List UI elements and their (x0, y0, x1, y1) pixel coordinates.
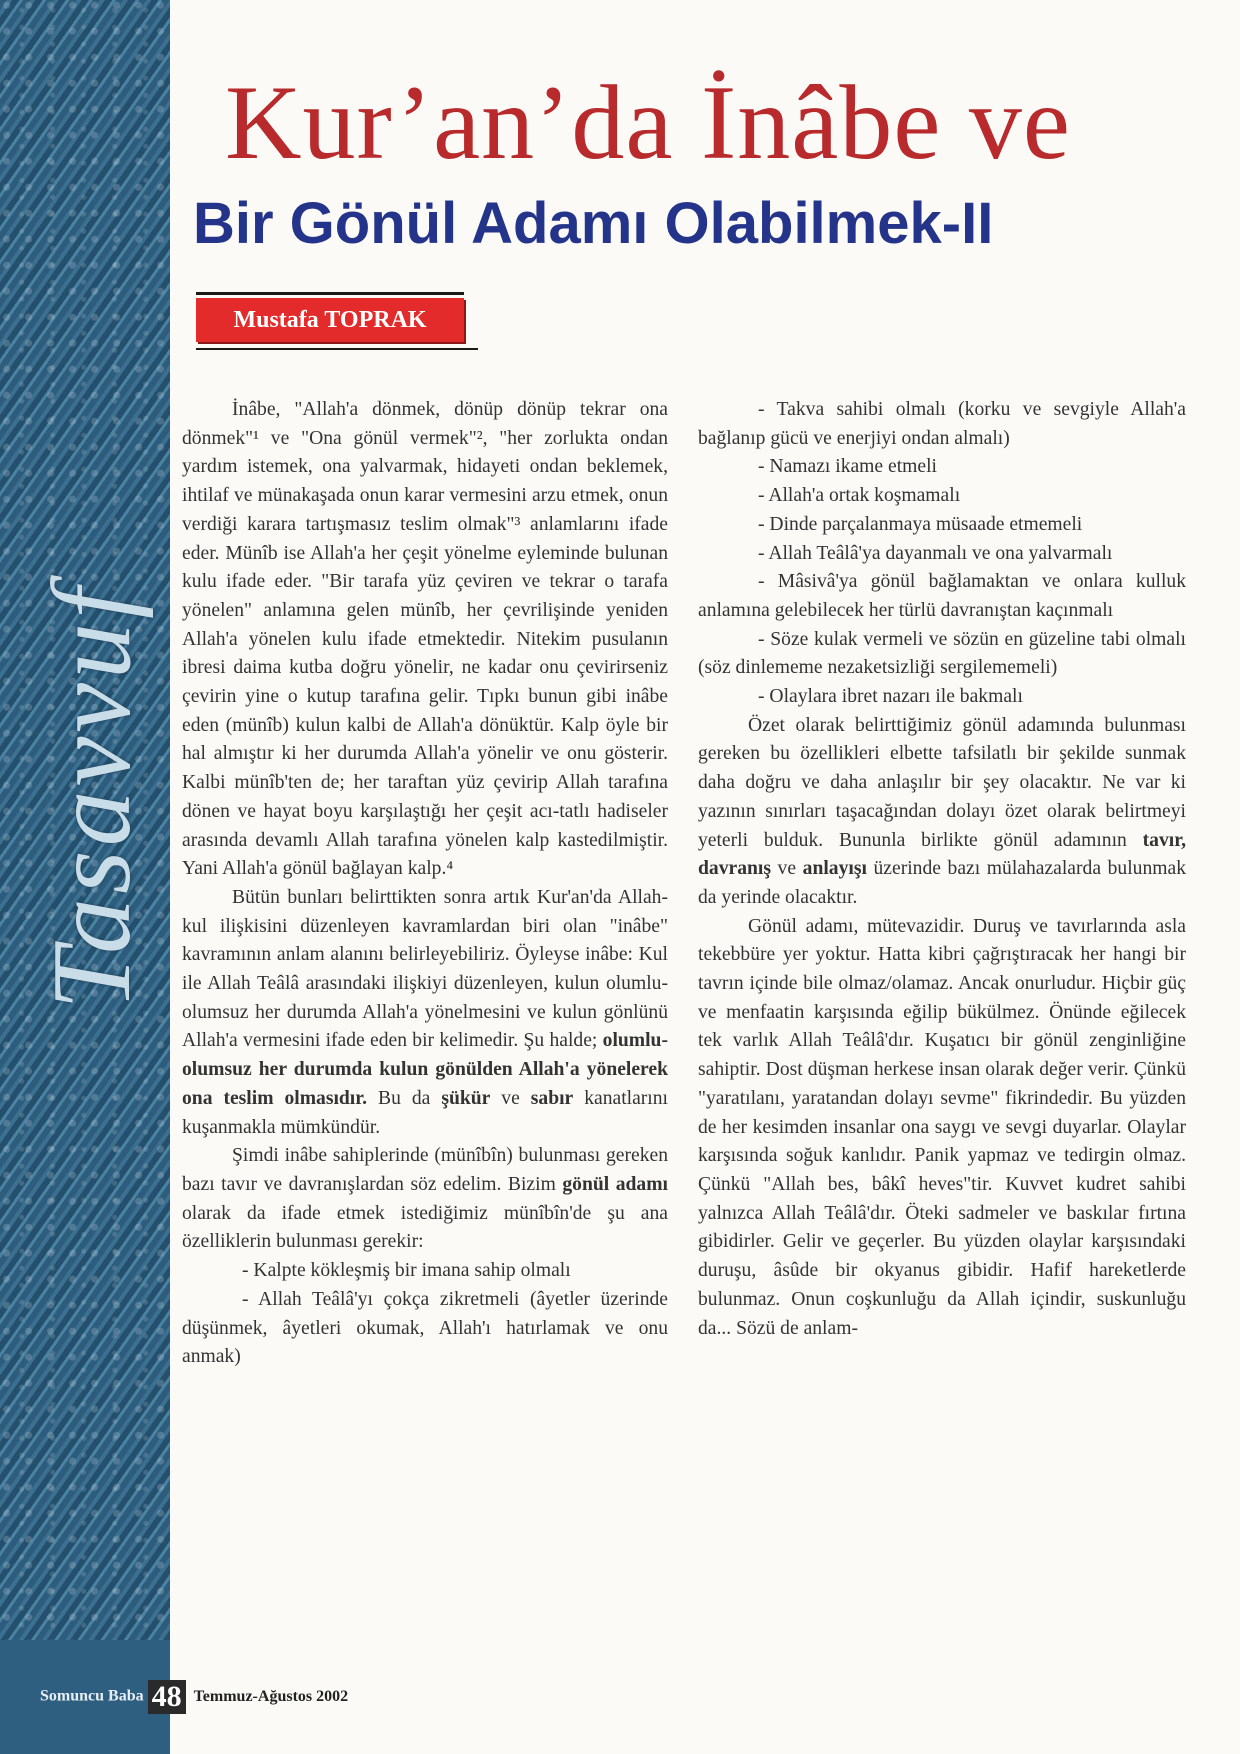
text-column-right (698, 396, 1186, 1343)
list-item: - Takva sahibi olmalı (korku ve sevgiyle Allah'a bağlanıp gücü ve enerjiyi ondan almalı) (698, 399, 1186, 449)
paragraph: Bütün bunları belirttikten sonra artık Kur'an'da Allah-kul ilişkisini düzenleyen kavramlardan biri olan "inâbe" kavramının anlam alanını belirleyebiliriz. Öyleyse inâbe: Kul ile Allah Teâlâ arasındaki ilişkiyi düzenleyen, kulun olumlu-olumsuz her durumda Allah'a yönelmesini ve kulun gönlünü Allah'a vermesini ifade eden bir kelimedir. Şu halde; olumlu-olumsuz her durumda kulun gönülden Allah'a yönelerek ona teslim olmasıdır. Bu da şükür ve sabır kanatlarını kuşanmakla mümkündür. (182, 886, 668, 1138)
bold-phrase: tavır, davranış (698, 829, 1186, 880)
page-footer (40, 1680, 348, 1714)
bold-word: şükür (441, 1087, 491, 1109)
list-item: - Allah'a ortak koşmamalı (758, 485, 961, 507)
bold-word: sabır (530, 1087, 574, 1109)
author-name: Mustafa TOPRAK (196, 298, 464, 342)
author-rule-bottom (196, 348, 478, 350)
paragraph: Şimdi inâbe sahiplerinde (münîbîn) bulunması gereken bazı tavır ve davranışlardan söz edelim. Bizim gönül adamı olarak da ifade etmek istediğimiz münîbîn'de şu ana özelliklerin bulunması gerekir: (182, 1145, 668, 1253)
list-item: - Söze kulak vermeli ve sözün en güzeline tabi olmalı (söz dinlememe nezaketsizliği sergilememeli) (698, 628, 1186, 679)
paragraph: Gönül adamı, mütevazidir. Duruş ve tavırlarında asla tekebbüre yer yoktur. Hatta kibri çağrıştıracak her hangi bir tavrın içinde bile olmaz/olamaz. Ancak onurludur. Hiçbir güç ve menfaatin karşısında eğilip bükülmez. Önünde eğilecek tek varlık Allah Teâlâ'dır. Kuşatıcı bir gönül zenginliğine sahiptir. Dost düşman herkese insan olarak değer verir. Çünkü "yaratılanı, yaratandan dolayı sevme" fikrindedir. Bu yüzden de her kesimden insanlar ona saygı ve sevgi duyarlar. Olaylar karşısında soğuk kanlıdır. Panik yapmaz ve tedirgin olmaz. Çünkü "Allah bes, bâkî heves"tir. Kuvvet kudret sahibi yalnızca Allah Teâlâ'dır. Öteki sadmeler ve baskılar fırtına gibidirler. Gelir ve geçerler. Bu yüzden olaylar karşısındaki duruşu, âsûde bir okyanus gibidir. Hafif hareketlerde bulunmaz. Onun coşkunluğu da Allah içindir, suskunluğu da... Sözü de anlam- (698, 915, 1186, 1339)
list-item: - Mâsivâ'ya gönül bağlamaktan ve onlara kulluk anlamına gelebilecek her türlü davranıştan kaçınmalı (698, 571, 1186, 621)
page-number: 48 (148, 1680, 186, 1714)
section-label: Tasavvuf (30, 583, 154, 1010)
title-line-1: Kur’an’da İnâbe ve (225, 64, 1071, 181)
issue-date: Temmuz-Ağustos 2002 (193, 1687, 349, 1705)
list-item: - Allah Teâlâ'yı çokça zikretmeli (âyetler üzerinde düşünmek, âyetleri okumak, Allah'ı hatırlamak ve onu anmak) (182, 1288, 668, 1368)
list-item: - Namazı ikame etmeli (758, 456, 937, 478)
list-item: - Kalpte kökleşmiş bir imana sahip olmalı (242, 1260, 571, 1282)
bold-phrase: olumlu-olumsuz her durumda kulun gönülden Allah'a yönelerek ona teslim olmasıdır. (182, 1030, 668, 1109)
text-column-left (182, 396, 668, 1372)
title-line-2: Bir Gönül Adamı Olabilmek-II (193, 191, 994, 256)
magazine-name: Somuncu Baba (40, 1687, 144, 1705)
paragraph: Özet olarak belirttiğimiz gönül adamında bulunması gereken bu özellikleri elbette tafsilatlı bir şekilde sunmak daha doğru ve daha anlaşılır bir şey olacaktır. Ne var ki yazının sınırları taşacağından dolayı özet olarak belirtmeyi yeterli bulduk. Bununla birlikte gönül adamının tavır, davranış ve anlayışı üzerinde bazı mülahazalarda bulunmak da yerinde olacaktır. (698, 714, 1186, 908)
sidebar-decorative-band (0, 0, 170, 1640)
author-rule-top (196, 292, 464, 295)
list-item: - Allah Teâlâ'ya dayanmalı ve ona yalvarmalı (758, 542, 1113, 564)
bold-phrase: gönül adamı (562, 1173, 668, 1195)
bold-word: anlayışı (802, 858, 867, 880)
paragraph: İnâbe, "Allah'a dönmek, dönüp dönüp tekrar ona dönmek"¹ ve "Ona gönül vermek"², "her zorlukta ondan yardım istemek, ona yalvarmak, hidayeti ondan beklemek, ihtilaf ve münakaşada onun karar vermesini arzu etmek, onun verdiği karara tartışmasız teslim olmak"³ anlamlarını ifade eder. Münîb ise Allah'a her çeşit yönelme eyleminde bulunan kulu ifade eder. "Bir tarafa yüz çeviren ve tekrar o tarafa yönelen" anlamına gelen münîb, her çevrilişinde yeniden Allah'a yönelen kulu ifade etmektedir. Nitekim pusulanın ibresi daima kutba doğru yönelir, ne kadar onu çevirirseniz çevirin yine o kutup tarafına gelir. Tıpkı bunun gibi inâbe eden (münîb) kulun kalbi de Allah'a dönüktür. Kalp öyle bir hal almıştır ki her durumda Allah'a yönelir ve onu gösterir. Kalbi münîb'ten de; her taraftan yüz çevirip Allah tarafına dönen ve hayat boyu karşılaştığı her çeşit acı-tatlı hadiseler arasında devamlı Allah tarafına yönelen kalp kastedilmiştir. Yani Allah'a gönül bağlayan kalp.⁴ (182, 399, 668, 880)
list-item: - Olaylara ibret nazarı ile bakmalı (758, 686, 1023, 708)
list-item: - Dinde parçalanmaya müsaade etmemeli (758, 513, 1083, 535)
